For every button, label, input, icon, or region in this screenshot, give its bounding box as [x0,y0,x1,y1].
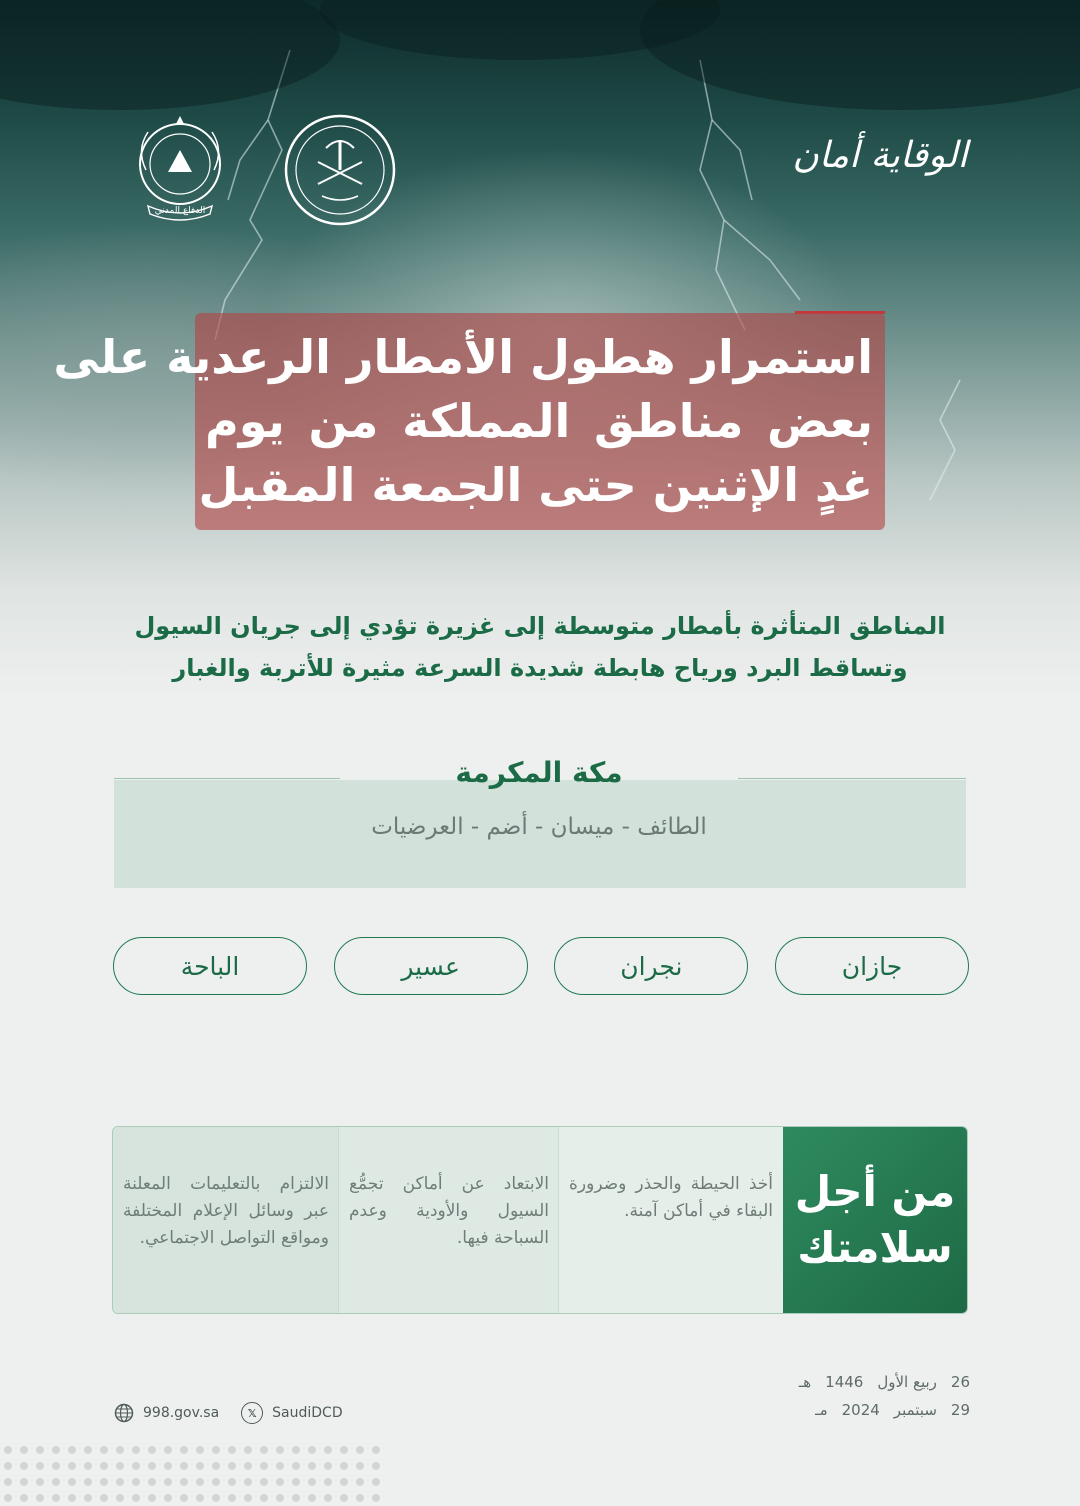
decorative-dot [164,1478,172,1486]
decorative-dot [116,1478,124,1486]
safety-tip: أخذ الحيطة والحذر وضرورة البقاء في أماكن آمنة. [559,1127,783,1313]
decorative-dot [324,1462,332,1470]
decorative-dot [260,1478,268,1486]
decorative-dot [244,1446,252,1454]
hijri-month: ربيع الأول [877,1373,937,1391]
decorative-dot [356,1446,364,1454]
decorative-dot [148,1446,156,1454]
featured-region-card [112,748,966,888]
decorative-dot [148,1494,156,1502]
decorative-dot [20,1478,28,1486]
safety-tip: الابتعاد عن أماكن تجمُّع السيول والأودية وعدم السباحة فيها. [339,1127,559,1313]
region-pill: عسير [334,937,528,995]
decorative-dot [148,1478,156,1486]
decorative-dot [324,1478,332,1486]
decorative-dot [180,1462,188,1470]
decorative-dot [276,1462,284,1470]
subtitle-line-1: المناطق المتأثرة بأمطار متوسطة إلى غزيرة تؤدي إلى جريان السيول [134,612,946,640]
decorative-dot [116,1446,124,1454]
decorative-dot [36,1478,44,1486]
decorative-dot [308,1478,316,1486]
decorative-dot [340,1446,348,1454]
globe-icon [114,1403,134,1423]
decorative-dot [36,1462,44,1470]
website-text: 998.gov.sa [143,1405,220,1421]
ministry-emblem-icon [282,112,398,228]
hijri-day: 26 [950,1373,970,1391]
decorative-dot [164,1446,172,1454]
decorative-dot [36,1494,44,1502]
gregorian-suffix: مـ [815,1401,828,1419]
decorative-dot [52,1478,60,1486]
x-logo-icon: 𝕏 [241,1402,263,1424]
decorative-dot [372,1494,380,1502]
decorative-dot [132,1494,140,1502]
decorative-dot [180,1446,188,1454]
decorative-dot [260,1494,268,1502]
decorative-dot [356,1478,364,1486]
decorative-dot [68,1494,76,1502]
x-handle-text: SaudiDCD [272,1405,343,1421]
decorative-dots [0,1442,1080,1506]
decorative-dot [212,1494,220,1502]
decorative-dot [308,1462,316,1470]
featured-region-name: مكة المكرمة [455,756,623,789]
decorative-dot [228,1494,236,1502]
decorative-dot [292,1462,300,1470]
decorative-dot [292,1446,300,1454]
decorative-dot [68,1462,76,1470]
decorative-dot [356,1494,364,1502]
decorative-dot [84,1478,92,1486]
gregorian-year: 2024 [841,1401,880,1419]
decorative-dot [276,1494,284,1502]
gregorian-day: 29 [950,1401,970,1419]
headline-line-3: غدٍ الإثنين حتى الجمعة المقبل [198,458,873,512]
decorative-dot [340,1462,348,1470]
decorative-dot [20,1494,28,1502]
decorative-dot [52,1446,60,1454]
civil-defense-caption: الدفاع المدني [154,206,206,216]
decorative-dot [36,1446,44,1454]
decorative-dot [132,1478,140,1486]
decorative-dot [356,1462,364,1470]
safety-tips-panel [112,1126,968,1314]
decorative-dot [372,1462,380,1470]
decorative-dot [4,1478,12,1486]
decorative-dot [340,1494,348,1502]
gregorian-month: سبتمبر [893,1401,937,1419]
decorative-dot [276,1478,284,1486]
hijri-suffix: هـ [798,1373,812,1391]
decorative-dot [228,1478,236,1486]
decorative-dot [20,1446,28,1454]
decorative-dot [4,1494,12,1502]
headline-line-2: بعض مناطق المملكة من يوم [205,394,873,448]
decorative-dot [116,1494,124,1502]
decorative-dot [100,1446,108,1454]
decorative-dot [228,1462,236,1470]
hijri-date [730,1368,970,1396]
decorative-dot [164,1462,172,1470]
featured-region-cities: الطائف - ميسان - أضم - العرضيات [371,814,707,840]
region-pill: الباحة [113,937,307,995]
decorative-dot [196,1462,204,1470]
decorative-dot [84,1462,92,1470]
decorative-dot [180,1478,188,1486]
decorative-dot [260,1446,268,1454]
decorative-dot [244,1478,252,1486]
decorative-dot [68,1478,76,1486]
decorative-dot [196,1494,204,1502]
decorative-dot [164,1494,172,1502]
decorative-dot [4,1462,12,1470]
headline-box [53,313,885,530]
decorative-dot [372,1478,380,1486]
decorative-dot [340,1478,348,1486]
decorative-dot [180,1494,188,1502]
decorative-dot [212,1478,220,1486]
region-pill: نجران [554,937,748,995]
decorative-dot [132,1462,140,1470]
decorative-dot [52,1462,60,1470]
decorative-dot [244,1462,252,1470]
decorative-dot [292,1494,300,1502]
decorative-dot [228,1446,236,1454]
decorative-dot [372,1446,380,1454]
decorative-dot [84,1494,92,1502]
decorative-dot [196,1446,204,1454]
tip-divider [558,1127,559,1313]
decorative-dot [292,1478,300,1486]
gregorian-date [730,1396,970,1424]
headline-line-1: استمرار هطول الأمطار الرعدية على [53,330,873,384]
decorative-dot [132,1446,140,1454]
decorative-dot [100,1494,108,1502]
decorative-dot [84,1446,92,1454]
decorative-dot [244,1494,252,1502]
decorative-dot [100,1478,108,1486]
decorative-dot [324,1494,332,1502]
decorative-dot [148,1462,156,1470]
regions-list [113,937,969,997]
decorative-dot [116,1462,124,1470]
campaign-logo: الوقاية أمان [792,135,968,176]
decorative-dot [4,1446,12,1454]
hijri-year: 1446 [825,1373,864,1391]
decorative-dot [196,1478,204,1486]
decorative-dot [308,1446,316,1454]
decorative-dot [212,1446,220,1454]
decorative-dot [276,1446,284,1454]
footer [114,1402,343,1424]
date-block [730,1368,970,1424]
decorative-dot [68,1446,76,1454]
safety-tip: الالتزام بالتعليمات المعلنة عبر وسائل الإعلام المختلفة ومواقع التواصل الاجتماعي. [113,1127,339,1313]
affected-areas-subtitle [110,605,970,689]
decorative-dot [260,1462,268,1470]
decorative-dot [52,1494,60,1502]
decorative-dot [212,1462,220,1470]
decorative-dot [324,1446,332,1454]
safety-heading: من أجل سلامتك [783,1127,967,1313]
decorative-dot [100,1462,108,1470]
website-link[interactable] [114,1403,219,1423]
subtitle-line-2: وتساقط البرد ورياح هابطة شديدة السرعة مثيرة للأتربة والغبار [172,654,908,682]
decorative-dot [308,1494,316,1502]
x-account-link[interactable] [241,1402,342,1424]
tip-divider [338,1127,339,1313]
region-pill: جازان [775,937,969,995]
decorative-dot [20,1462,28,1470]
